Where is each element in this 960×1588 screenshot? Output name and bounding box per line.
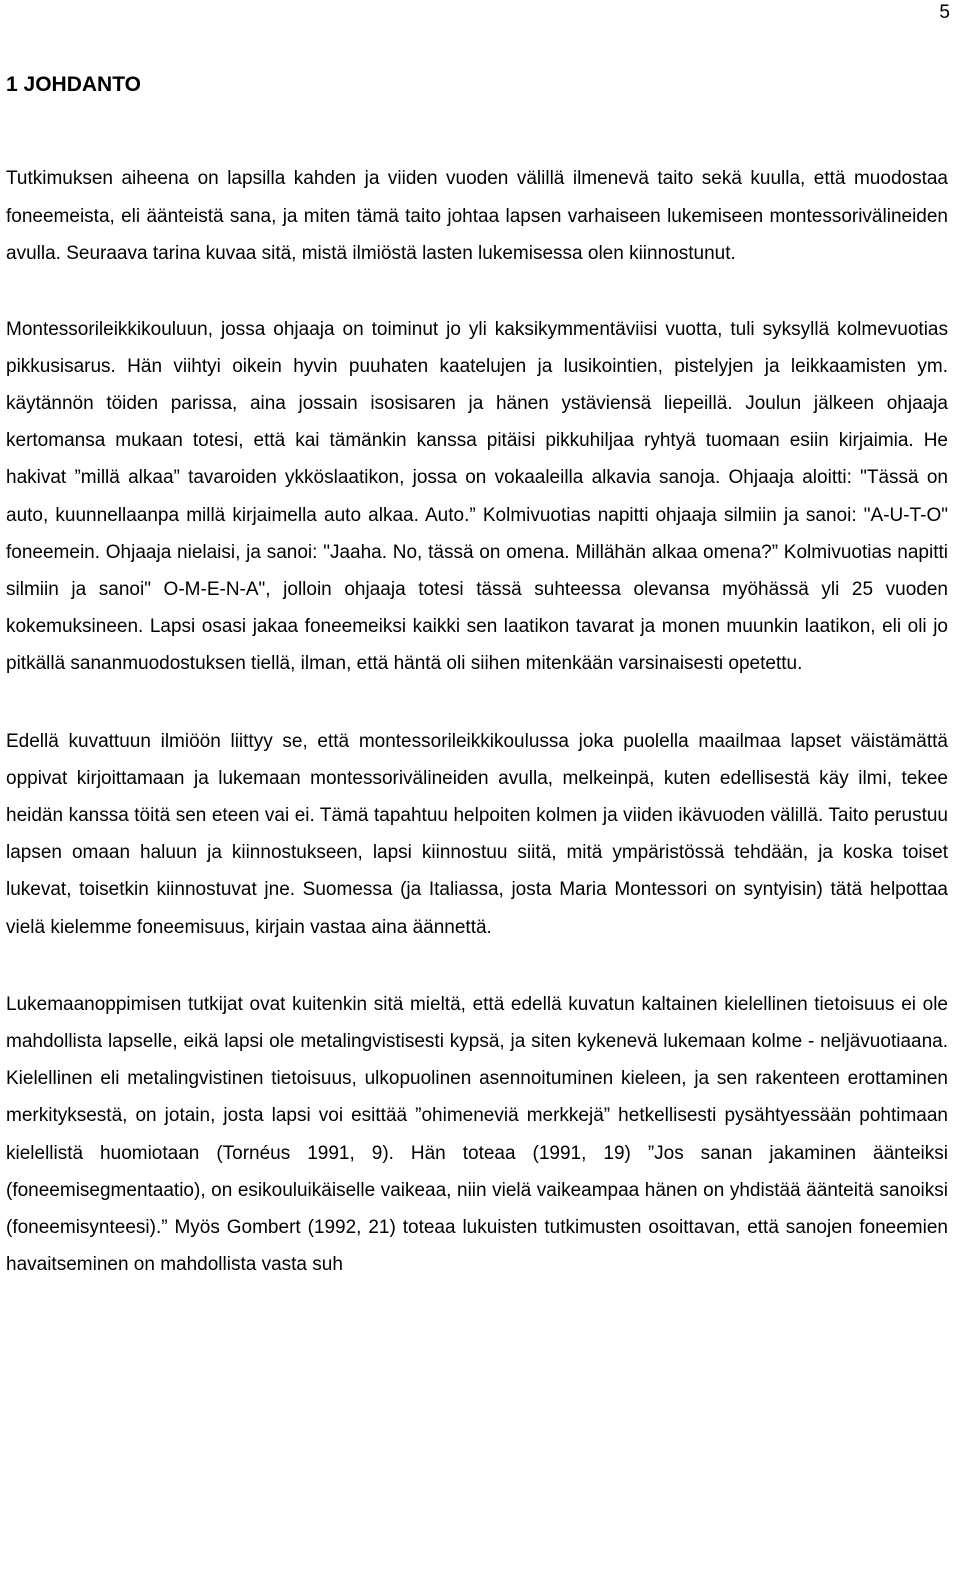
chapter-heading: 1 JOHDANTO (6, 73, 141, 96)
page-number: 5 (939, 2, 950, 23)
paragraph-phenomenon: Edellä kuvattuun ilmiöön liittyy se, että montessorileikkikoulussa joka puolella maailmaa lapset väistämättä oppivat kirjoittamaan ja lukemaan montessorivälineiden avulla, melkeinpä, kuten edellisestä käy ilmi, tekee heidän kanssa töitä sen eteen vai ei. Tämä tapahtuu helpoiten kolmen ja viiden ikävuoden välillä. Taito perustuu lapsen omaan haluun ja kiinnostukseen, lapsi kiinnostuu siitä, mitä ympäristössä tehdään, ja koska toiset lukevat, toisetkin kiinnostuvat jne. Suomessa (ja Italiassa, josta Maria Montessori on syntyisin) tätä helpottaa vielä kielemme foneemisuus, kirjain vastaa aina äännettä. (6, 730, 948, 938)
document-body (6, 68, 948, 1323)
paragraph-story: Montessorileikkikouluun, jossa ohjaaja on toiminut jo yli kaksikymmentäviisi vuotta, tuli syksyllä kolmevuotias pikkusisarus. Hän viihtyi oikein hyvin puuhaten kaatelujen ja lusikointien, pistelyjen ja leikkaamisten ym. käytännön töiden parissa, aina jossain isosisaren ja hänen ystäviensä liepeillä. Joulun jälkeen ohjaaja kertomansa mukaan totesi, että kai tämänkin kanssa pitäisi pikkuhiljaa ryhtyä tuomaan esiin kirjaimia. He hakivat ”millä alkaa” tavaroiden ykköslaatikon, jossa on vokaaleilla alkavia sanoja. Ohjaaja aloitti: "Tässä on auto, kuunnellaanpa millä kirjaimella auto alkaa. Auto.” Kolmivuotias napitti ohjaaja silmiin ja sanoi: "A-U-T-O" foneemein. Ohjaaja nielaisi, ja sanoi: "Jaaha. No, tässä on omena. Millähän alkaa omena?” Kolmivuotias napitti silmiin ja sanoi" O-M-E-N-A", jolloin ohjaaja totesi tässä suhteessa olevansa myöhässä yli 25 vuoden kokemuksineen. Lapsi osasi jakaa foneemeiksi kaikki sen laatikon tavarat ja monen muunkin laatikon, eli oli jo pitkällä sananmuodostuksen tiellä, ilman, että häntä oli siihen mitenkään varsinaisesti opetettu. (6, 318, 948, 675)
paragraph-researchers: Lukemaanoppimisen tutkijat ovat kuitenkin sitä mieltä, että edellä kuvatun kaltainen kielellinen tietoisuus ei ole mahdollista lapselle, eikä lapsi ole metalingvistisesti kypsä, ja siten kykenevä lukemaan kolme - neljävuotiaana. Kielellinen eli metalingvistinen tietoisuus, ulkopuolinen asennoituminen kieleen, ja sen rakenteen erottaminen merkityksestä, on jotain, josta lapsi voi esittää ”ohimeneviä merkkejä” hetkellisesti pysähtyessään pohtimaan kielellistä huomiotaan (Tornéus 1991, 9). Hän toteaa (1991, 19) ”Jos sanan jakaminen äänteiksi (foneemisegmentaatio), on esikouluikäiselle vaikeaa, niin vielä vaikeampaa hänen on yhdistää äänteitä sanoiksi (foneemisynteesi).” Myös Gombert (1992, 21) toteaa lukuisten tutkimusten osoittavan, että sanojen foneemien havaitseminen on mahdollista vasta suh (6, 993, 948, 1276)
paragraph-intro: Tutkimuksen aiheena on lapsilla kahden ja viiden vuoden välillä ilmenevä taito sekä kuulla, että muodostaa foneemeista, eli äänteistä sana, ja miten tämä taito johtaa lapsen varhaiseen lukemiseen montessorivälineiden avulla. Seuraava tarina kuvaa sitä, mistä ilmiöstä lasten lukemisessa olen kiinnostunut. (6, 168, 948, 264)
